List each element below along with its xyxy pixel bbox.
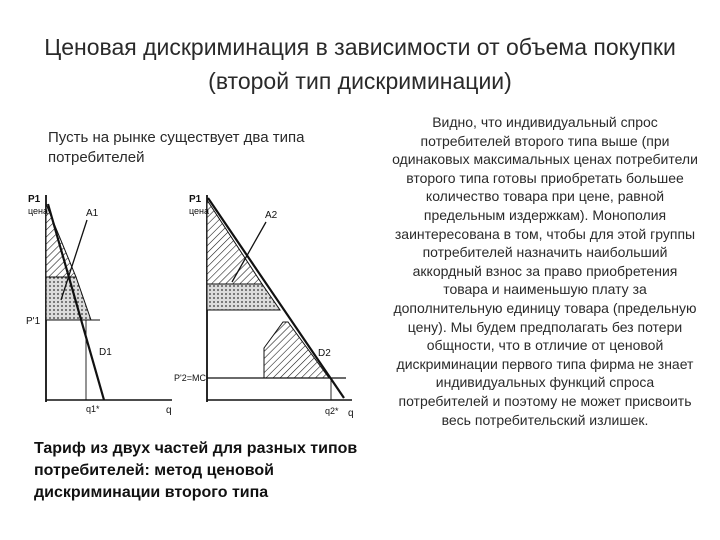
figure-caption: Тариф из двух частей для разных типов потребителей: метод ценовой дискриминации второго типа [34,440,358,501]
left-price-level-label: P'1 [26,316,41,327]
left-x-axis-label: q [166,405,172,416]
left-panel [26,194,172,416]
right-y-axis-label: P1 [189,194,202,205]
left-quantity-label: q1* [86,404,100,414]
right-price-label: цена [189,206,210,216]
right-curve-label: A2 [265,210,278,221]
left-demand-label: D1 [99,347,112,358]
right-panel [174,194,354,419]
left-price-label: цена [28,206,49,216]
right-upper-area [207,200,262,284]
right-quantity-label: q2* [325,406,339,416]
right-price-level-label: P'2=MC [174,373,206,383]
left-curve-label: A1 [86,208,99,219]
left-revenue-area [46,277,91,320]
slide-title: Ценовая дискриминация в зависимости от объема покупки (второй тип дискриминации) [44,34,676,94]
right-x-axis-label: q [348,408,354,419]
left-y-axis-label: P1 [28,194,41,205]
right-demand-label: D2 [318,348,331,359]
explanation-text: Видно, что индивидуальный спрос потребителей второго типа выше (при одинаковых максимальных ценах потребители второго типа готовы приобретать большее количество товара при цене, равной предельным издержкам). Монополия заинтересована в том, чтобы для этой группы потребителей назначить наибольший аккордный взнос за право приобретения товара и наименьшую плату за дополнительную единицу товара (предельную цену). Мы будем предполагать без потери общности, что в отличие от ценовой дискриминации первого типа фирма не знает индивидуальных функций спроса потребителей и поэтому не может присвоить весь потребительский излишек. [392,114,698,428]
intro-text: Пусть на рынке существует два типа потребителей [48,129,305,166]
